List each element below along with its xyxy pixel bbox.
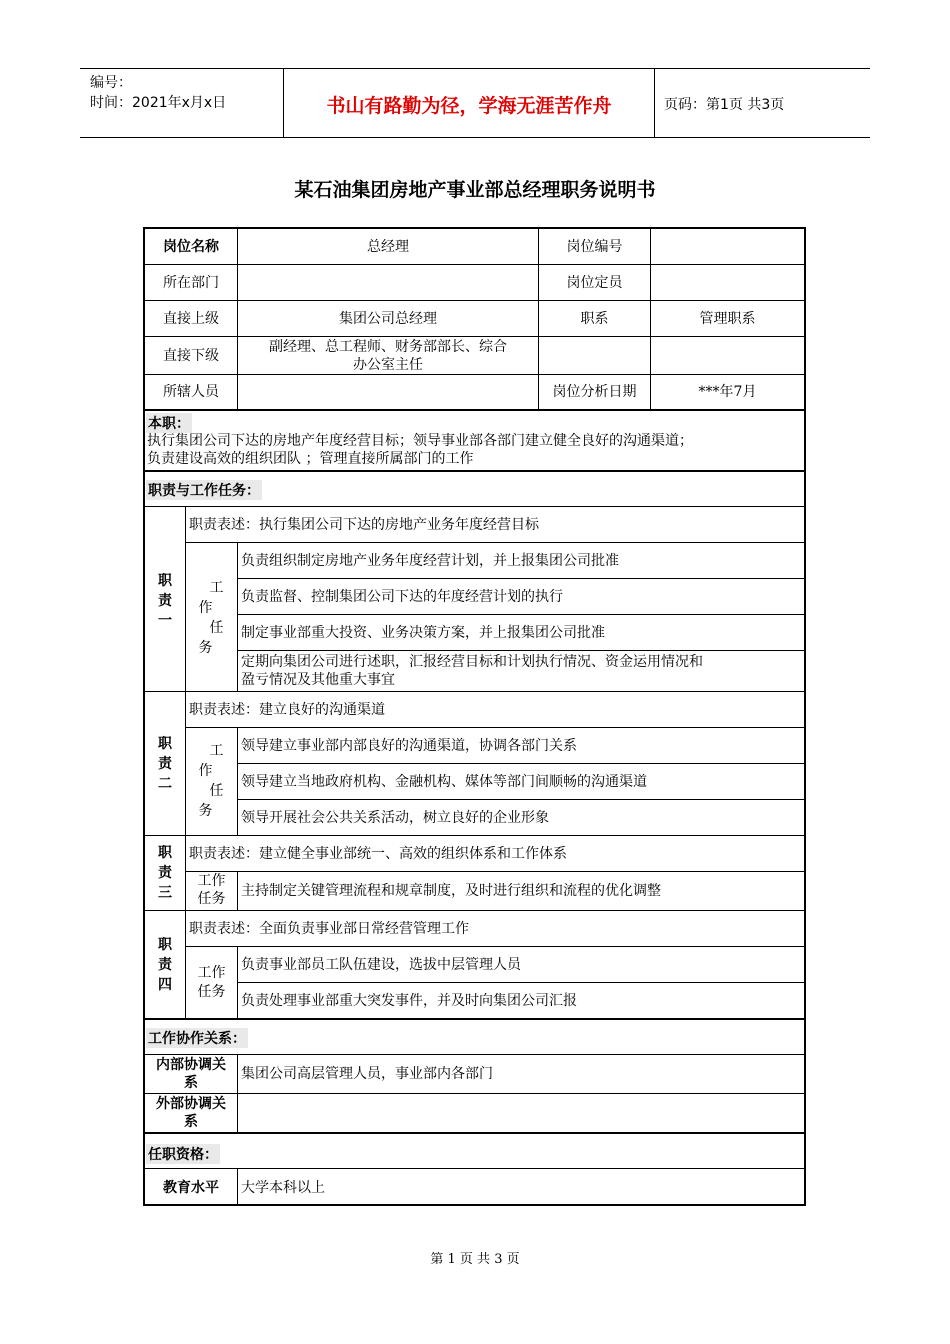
page-header xyxy=(80,68,870,138)
section-summary-label: 本职： xyxy=(146,413,192,433)
duty-name-char: 职 xyxy=(158,573,172,589)
value-internal-coordination: 集团公司高层管理人员，事业部内各部门 xyxy=(241,1066,493,1082)
duty-1-task-label xyxy=(186,578,237,658)
subordinate-line: 办公室主任 xyxy=(353,356,423,373)
duty-2-statement: 职责表述：建立良好的沟通渠道 xyxy=(189,701,385,718)
label-dept: 所在部门 xyxy=(163,274,219,291)
duty-3-task: 主持制定关键管理流程和规章制度，及时进行组织和流程的优化调整 xyxy=(241,883,661,899)
summary-line: 负责建设高效的组织团队 ；管理直接所属部门的工作 xyxy=(147,451,474,467)
duty-name-char: 职 xyxy=(158,736,172,752)
row-line xyxy=(145,1018,804,1020)
label-line: 内部协调关 xyxy=(156,1057,226,1073)
document-title: 某石油集团房地产事业部总经理职务说明书 xyxy=(294,179,656,201)
duty-name-char: 责 xyxy=(158,865,172,881)
task-label-char: 务 xyxy=(198,640,213,656)
value-education: 大学本科以上 xyxy=(241,1179,325,1196)
task-label-line: 任务 xyxy=(197,984,226,1000)
task-line: 定期向集团公司进行述职，汇报经营目标和计划执行情况、资金运用情况和 xyxy=(241,654,703,670)
section-qualification-label: 任职资格： xyxy=(146,1144,220,1164)
task-label-line: 工作 xyxy=(197,873,226,889)
subordinate-line: 副经理、总工程师、财务部部长、综合 xyxy=(269,338,507,355)
value-staff xyxy=(238,375,538,409)
value-subordinate xyxy=(238,337,538,374)
row-line xyxy=(145,470,804,472)
duty-4-task-label xyxy=(186,964,237,1002)
task-label-char: 工 xyxy=(209,743,224,759)
value-quota xyxy=(651,265,804,300)
section-duties-label: 职责与工作任务： xyxy=(146,480,262,500)
duty-3-name xyxy=(145,843,185,903)
duty-4-name xyxy=(145,935,185,995)
label-line: 系 xyxy=(184,1075,198,1091)
task-label-char: 任 xyxy=(209,620,224,636)
label-internal-coordination xyxy=(145,1055,237,1093)
summary-text xyxy=(147,432,693,468)
duty-4-task: 负责处理事业部重大突发事件，并及时向集团公司汇报 xyxy=(241,992,577,1009)
value-post-name: 总经理 xyxy=(367,238,409,255)
job-description-table xyxy=(143,227,806,1206)
label-post-name: 岗位名称 xyxy=(163,238,219,255)
label-line: 系 xyxy=(184,1114,198,1130)
page-footer: 第 1 页 共 3 页 xyxy=(430,1252,520,1267)
task-label-char: 任 xyxy=(209,783,224,799)
header-meta xyxy=(90,73,226,113)
task-label-char: 作 xyxy=(198,763,213,779)
duty-name-char: 责 xyxy=(158,593,172,609)
label-analysis-date: 岗位分析日期 xyxy=(552,384,637,400)
doc-time: 时间：2021年x月x日 xyxy=(90,95,227,111)
summary-line: 执行集团公司下达的房地产年度经营目标；领导事业部各部门建立健全良好的沟通渠道； xyxy=(147,433,693,449)
label-superior: 直接上级 xyxy=(163,310,219,327)
duty-name-char: 一 xyxy=(158,613,172,629)
task-label-char: 作 xyxy=(198,600,213,616)
duty-2-task-label xyxy=(186,741,237,821)
value-external-coordination xyxy=(238,1094,801,1132)
task-label-line: 工作 xyxy=(197,965,226,981)
duty-name-char: 职 xyxy=(158,937,172,953)
duty-1-task xyxy=(241,653,703,689)
duty-1-task: 制定事业部重大投资、业务决策方案，并上报集团公司批准 xyxy=(241,624,605,641)
label-quota: 岗位定员 xyxy=(566,274,623,291)
value-analysis-date: ***年7月 xyxy=(698,384,757,400)
duty-name-char: 二 xyxy=(158,776,172,792)
value-dept xyxy=(238,265,538,300)
header-motto: 书山有路勤为径，学海无涯苦作舟 xyxy=(326,95,612,117)
header-divider xyxy=(654,69,655,137)
task-label-char: 务 xyxy=(198,803,213,819)
duty-name-char: 四 xyxy=(158,977,172,993)
doc-number: 编号： xyxy=(90,75,132,91)
duty-2-task: 领导开展社会公共关系活动，树立良好的企业形象 xyxy=(241,809,549,826)
duty-3-task-label xyxy=(186,872,237,908)
value-superior: 集团公司总经理 xyxy=(339,310,437,327)
section-cooperation-label: 工作协作关系： xyxy=(146,1028,248,1048)
duty-name-char: 责 xyxy=(158,756,172,772)
duty-1-statement: 职责表述：执行集团公司下达的房地产业务年度经营目标 xyxy=(189,516,539,533)
value-system: 管理职系 xyxy=(699,310,756,327)
task-line: 盈亏情况及其他重大事宜 xyxy=(241,672,395,688)
label-line: 外部协调关 xyxy=(156,1096,226,1112)
task-label-char: 工 xyxy=(209,580,224,596)
duty-2-task: 领导建立当地政府机构、金融机构、媒体等部门间顺畅的沟通渠道 xyxy=(241,773,647,790)
row-line xyxy=(237,650,804,651)
value-post-no xyxy=(651,229,804,264)
duty-1-task: 负责组织制定房地产业务年度经营计划，并上报集团公司批准 xyxy=(241,552,619,569)
label-education: 教育水平 xyxy=(163,1179,219,1196)
label-staff: 所辖人员 xyxy=(163,384,219,400)
duty-1-task: 负责监督、控制集团公司下达的年度经营计划的执行 xyxy=(241,588,563,605)
row-line xyxy=(145,409,804,411)
duty-4-statement: 职责表述：全面负责事业部日常经营管理工作 xyxy=(189,920,469,937)
duty-4-task: 负责事业部员工队伍建设，选拔中层管理人员 xyxy=(241,956,521,973)
label-external-coordination xyxy=(145,1094,237,1132)
label-system: 职系 xyxy=(580,310,609,327)
task-label-line: 任务 xyxy=(197,891,226,907)
duty-name-char: 责 xyxy=(158,957,172,973)
duty-name-char: 三 xyxy=(158,885,172,901)
duty-name-char: 职 xyxy=(158,845,172,861)
duty-2-task: 领导建立事业部内部良好的沟通渠道，协调各部门关系 xyxy=(241,737,577,754)
header-page-info: 页码：第1页 共3页 xyxy=(664,97,785,113)
label-post-no: 岗位编号 xyxy=(566,238,623,255)
label-subordinate: 直接下级 xyxy=(163,347,219,364)
row-line xyxy=(145,1132,804,1134)
duty-3-statement: 职责表述：建立健全事业部统一、高效的组织体系和工作体系 xyxy=(189,845,567,862)
